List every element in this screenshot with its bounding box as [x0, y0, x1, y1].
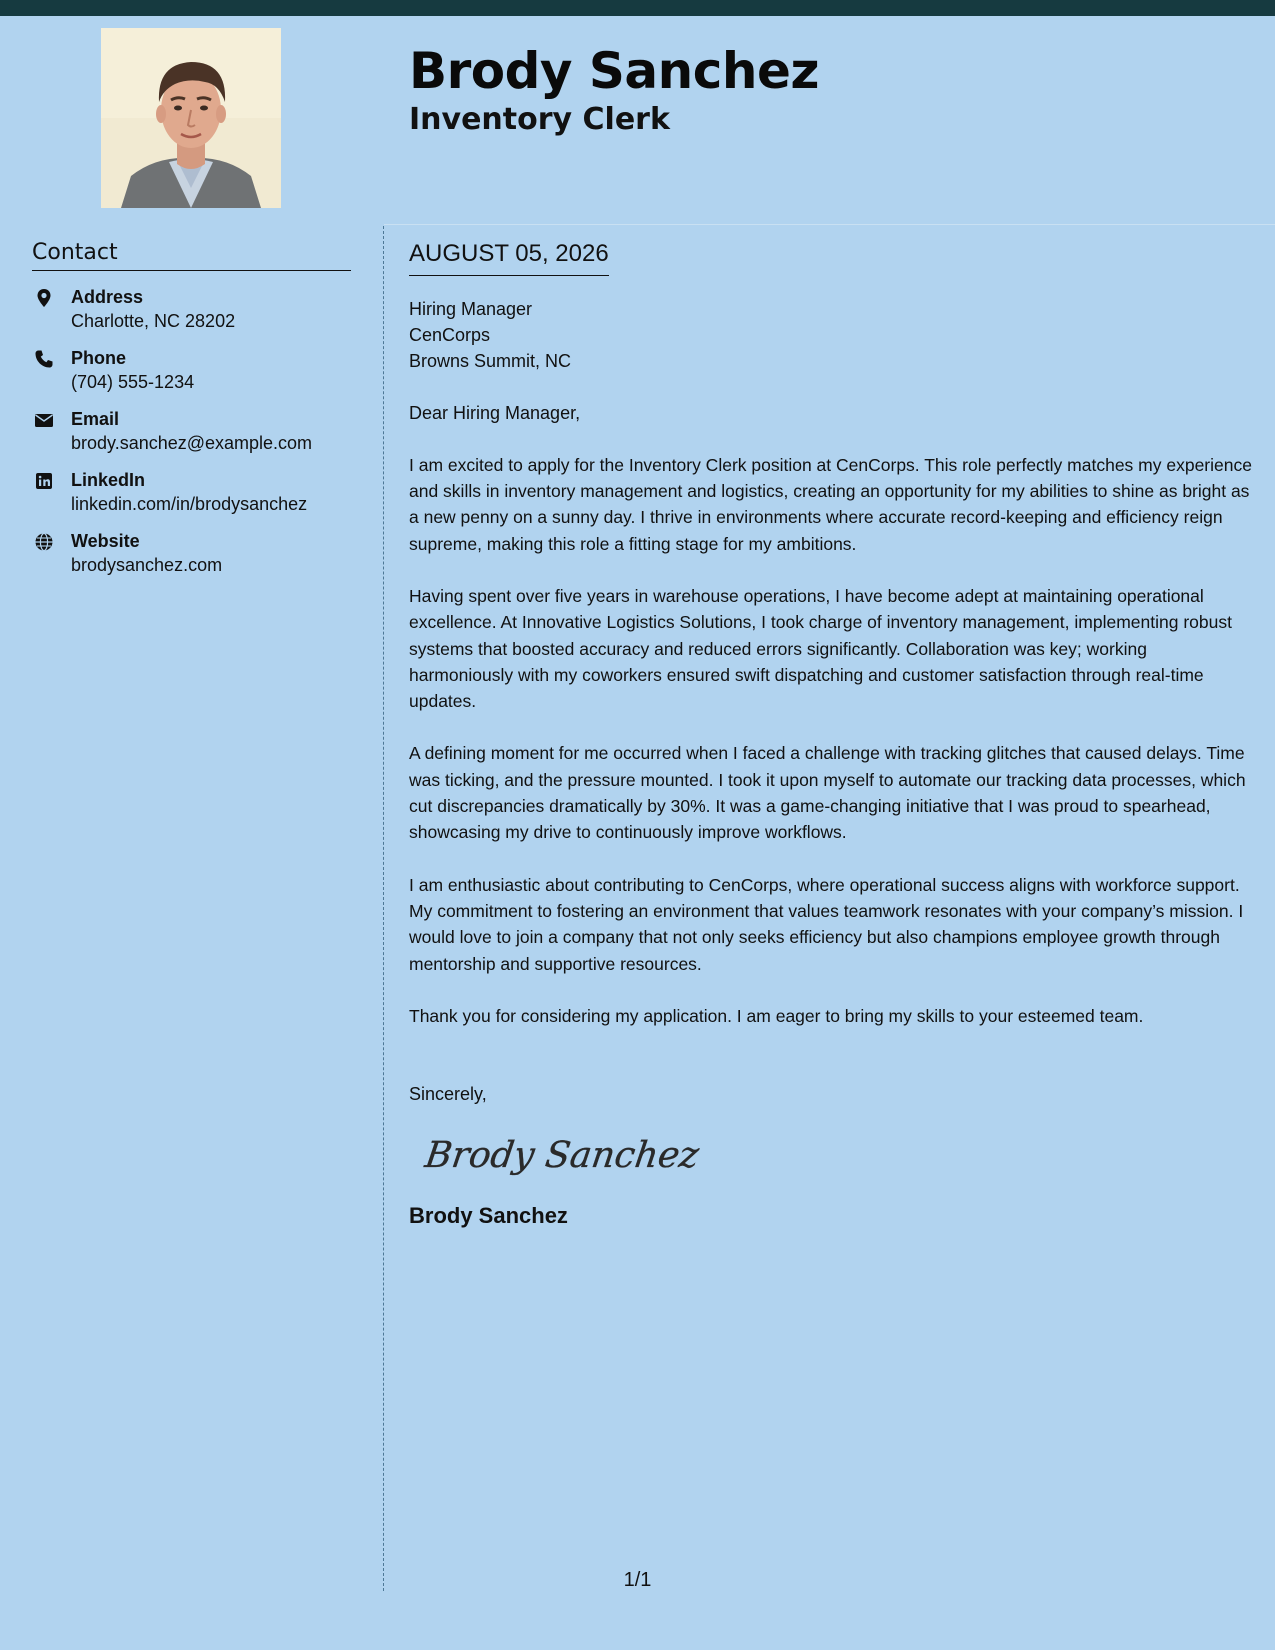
phone-icon [34, 349, 54, 369]
contact-list [32, 285, 351, 577]
contact-label-website: Website [71, 531, 140, 552]
signer-name: Brody Sanchez [409, 1203, 568, 1229]
paragraph-5: Thank you for considering my application. I am eager to bring my skills to your esteemed team. [409, 1005, 1144, 1026]
letter-body [409, 240, 1254, 1230]
contact-item-website [32, 529, 351, 577]
recipient-company: CenCorps [409, 324, 491, 345]
header-divider [384, 224, 1275, 225]
envelope-icon [34, 410, 54, 430]
letter-date: AUGUST 05, 2026 [409, 240, 609, 276]
contact-label-linkedin: LinkedIn [71, 470, 146, 491]
paragraph-1: I am excited to apply for the Inventory Clerk position at CenCorps. This role perfectly matches my experience and skills in inventory management and logistics, creating an opportunity for my abilities to shine as bright as a new penny on a sunny day. I thrive in environments where accurate record-keeping and efficiency reign supreme, making this role a fitting stage for my ambitions. [409, 454, 1252, 554]
contact-value-website[interactable]: brodysanchez.com [71, 555, 223, 576]
contact-value-phone: (704) 555-1234 [71, 372, 195, 393]
paragraph-3: A defining moment for me occurred when I faced a challenge with tracking glitches that caused delays. Time was ticking, and the pressure mounted. I took it upon myself to automate our tracking data processes, which cut discrepancies dramatically by 30%. It was a game-changing initiative that I was proud to spearhead, showcasing my drive to continuously improve workflows. [409, 743, 1246, 843]
contact-label-email: Email [71, 409, 120, 430]
column-divider [383, 226, 384, 1591]
contact-heading: Contact [32, 240, 351, 271]
recipient-name: Hiring Manager [409, 298, 533, 319]
recipient-location: Browns Summit, NC [409, 350, 572, 371]
paragraph-4: I am enthusiastic about contributing to CenCorps, where operational success aligns with workforce support. My commitment to fostering an environment that values teamwork resonates with your company’s mission. I would love to join a company that not only seeks efficiency but also champions employee growth through mentorship and supportive resources. [409, 874, 1244, 974]
svg-text:Brody Sanchez: Brody Sanchez [422, 1133, 702, 1177]
contact-value-linkedin[interactable]: linkedin.com/in/brodysanchez [71, 494, 308, 515]
contact-label-phone: Phone [71, 348, 127, 369]
handwritten-signature [422, 1131, 702, 1181]
contact-item-email [32, 407, 351, 455]
profile-photo [101, 28, 281, 208]
contact-item-phone [32, 346, 351, 394]
profile-photo-illustration [101, 28, 281, 208]
linkedin-icon [34, 471, 54, 491]
globe-icon [34, 532, 54, 552]
contact-value-address: Charlotte, NC 28202 [71, 311, 236, 332]
contact-item-linkedin [32, 468, 351, 516]
contact-item-address [32, 285, 351, 333]
recipient-block [409, 296, 1254, 374]
contact-value-email[interactable]: brody.sanchez@example.com [71, 433, 313, 454]
contact-label-address: Address [71, 287, 144, 308]
job-title: Inventory Clerk [409, 102, 670, 137]
closing: Sincerely, [409, 1084, 487, 1105]
map-pin-icon [34, 288, 54, 308]
paragraph-2: Having spent over five years in warehouse operations, I have become adept at maintaining operational excellence. At Innovative Logistics Solutions, I took charge of inventory management, implementing robust systems that boosted accuracy and reduced errors significantly. Collaboration was key; working harmoniously with my coworkers ensured swift dispatching and customer satisfaction through real-time updates. [409, 585, 1232, 712]
contact-sidebar [32, 240, 351, 590]
top-accent-bar [0, 0, 1275, 16]
applicant-name: Brody Sanchez [409, 42, 820, 100]
salutation: Dear Hiring Manager, [409, 402, 581, 423]
header [0, 16, 1275, 225]
page-number: 1/1 [623, 1569, 652, 1591]
